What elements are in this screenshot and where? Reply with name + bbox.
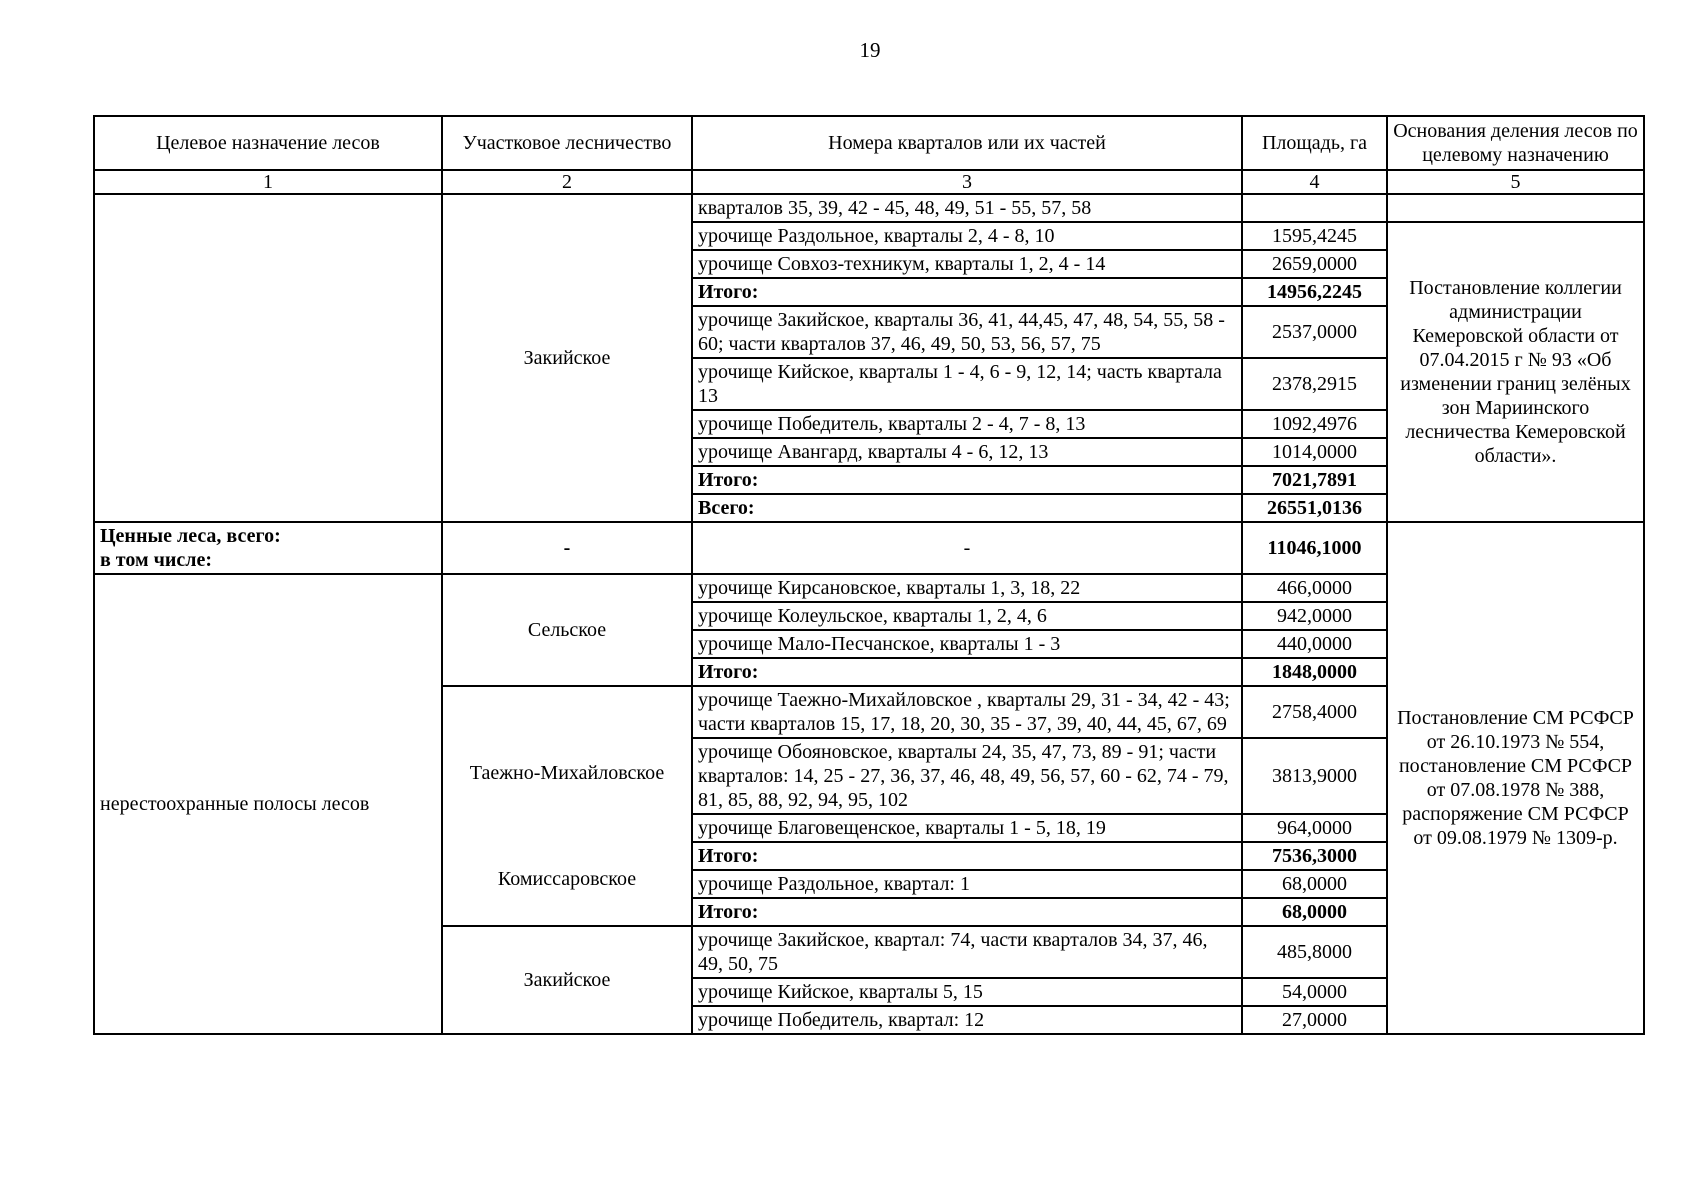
quarters-cell: урочище Колеульское, кварталы 1, 2, 4, 6 (692, 602, 1242, 630)
forestry-cell: Закийское (442, 194, 692, 522)
area-cell: 942,0000 (1242, 602, 1387, 630)
subtotal-label: Итого: (692, 842, 1242, 870)
header-purpose: Целевое назначение лесов (94, 116, 442, 170)
area-cell: 68,0000 (1242, 870, 1387, 898)
basis-cell: Постановление коллегии администрации Кемеровской области от 07.04.2015 г № 93 «Об изменении границ зелёных зон Мариинского лесничества Кемеровской области». (1387, 222, 1644, 522)
quarters-cell: урочище Кирсановское, кварталы 1, 3, 18, 22 (692, 574, 1242, 602)
quarters-cell: урочище Благовещенское, кварталы 1 - 5, 18, 19 (692, 814, 1242, 842)
page-number: 19 (859, 38, 881, 62)
subtotal-area: 7536,3000 (1242, 842, 1387, 870)
forestry-label-taezhno: Таежно-Михайловское (469, 762, 665, 784)
area-cell: 2758,4000 (1242, 686, 1387, 738)
area-cell: 54,0000 (1242, 978, 1387, 1006)
subtotal-label: Итого: (692, 466, 1242, 494)
quarters-cell: урочище Закийское, квартал: 74, части кварталов 34, 37, 46, 49, 50, 75 (692, 926, 1242, 978)
quarters-cell: урочище Мало-Песчанское, кварталы 1 - 3 (692, 630, 1242, 658)
header-row (94, 116, 1644, 170)
valuable-area: 11046,1000 (1242, 522, 1387, 574)
quarters-cell: урочище Победитель, квартал: 12 (692, 1006, 1242, 1034)
forestry-label-komissarovskoe: Комиссаровское (497, 868, 637, 890)
valuable-quarters: - (692, 522, 1242, 574)
area-cell: 2537,0000 (1242, 306, 1387, 358)
quarters-cell: урочище Закийское, кварталы 36, 41, 44,45, 47, 48, 54, 55, 58 - 60; части кварталов 37, 46, 49, 50, 53, 56, 57, 75 (692, 306, 1242, 358)
purpose-cell-empty (94, 194, 442, 522)
area-cell: 1092,4976 (1242, 410, 1387, 438)
table-row (94, 194, 1644, 222)
area-cell: 27,0000 (1242, 1006, 1387, 1034)
column-number: 1 (94, 170, 442, 194)
quarters-cell: урочище Совхоз-техникум, кварталы 1, 2, 4 - 14 (692, 250, 1242, 278)
area-cell (1242, 194, 1387, 222)
quarters-cell: урочище Победитель, кварталы 2 - 4, 7 - 8, 13 (692, 410, 1242, 438)
header-forestry: Участковое лесничество (442, 116, 692, 170)
quarters-cell: урочище Кийское, кварталы 5, 15 (692, 978, 1242, 1006)
quarters-cell: кварталов 35, 39, 42 - 45, 48, 49, 51 - 55, 57, 58 (692, 194, 1242, 222)
subtotal-label: Итого: (692, 658, 1242, 686)
column-number: 3 (692, 170, 1242, 194)
header-area: Площадь, га (1242, 116, 1387, 170)
quarters-cell: урочище Кийское, кварталы 1 - 4, 6 - 9, 12, 14; часть квартала 13 (692, 358, 1242, 410)
quarters-cell: урочище Таежно-Михайловское , кварталы 29, 31 - 34, 42 - 43; части кварталов 15, 17, 18, 20, 30, 35 - 37, 39, 40, 44, 45, 67, 69 (692, 686, 1242, 738)
area-cell: 964,0000 (1242, 814, 1387, 842)
area-cell: 3813,9000 (1242, 738, 1387, 814)
header-basis: Основания деления лесов по целевому назначению (1387, 116, 1644, 170)
subtotal-label: Итого: (692, 278, 1242, 306)
forest-purpose-table (93, 115, 1645, 1035)
quarters-cell: урочище Раздольное, кварталы 2, 4 - 8, 10 (692, 222, 1242, 250)
column-number: 2 (442, 170, 692, 194)
quarters-cell: урочище Раздольное, квартал: 1 (692, 870, 1242, 898)
subtotal-area: 14956,2245 (1242, 278, 1387, 306)
basis-cell: Постановление СМ РСФСР от 26.10.1973 № 554, постановление СМ РСФСР от 07.08.1978 № 388, распоряжение СМ РСФСР от 09.08.1979 № 1309-р. (1387, 522, 1644, 1034)
area-cell: 485,8000 (1242, 926, 1387, 978)
area-cell: 440,0000 (1242, 630, 1387, 658)
area-cell: 1595,4245 (1242, 222, 1387, 250)
area-cell: 1014,0000 (1242, 438, 1387, 466)
header-quarters: Номера кварталов или их частей (692, 116, 1242, 170)
forestry-cell (442, 686, 692, 926)
subtotal-label: Итого: (692, 898, 1242, 926)
area-cell: 2659,0000 (1242, 250, 1387, 278)
subtotal-area: 7021,7891 (1242, 466, 1387, 494)
basis-cell-empty (1387, 194, 1644, 222)
subtotal-area: 1848,0000 (1242, 658, 1387, 686)
total-area: 26551,0136 (1242, 494, 1387, 522)
area-cell: 466,0000 (1242, 574, 1387, 602)
valuable-purpose: Ценные леса, всего: в том числе: (94, 522, 442, 574)
purpose-cell: нерестоохранные полосы лесов (94, 574, 442, 1034)
column-number-row (94, 170, 1644, 194)
quarters-cell: урочище Авангард, кварталы 4 - 6, 12, 13 (692, 438, 1242, 466)
column-number: 4 (1242, 170, 1387, 194)
forestry-cell: Закийское (442, 926, 692, 1034)
column-number: 5 (1387, 170, 1644, 194)
quarters-cell: урочище Обояновское, кварталы 24, 35, 47, 73, 89 - 91; части кварталов: 14, 25 - 27, 36, 37, 46, 48, 49, 56, 57, 60 - 62, 74 - 79, 81, 85, 88, 92, 94, 95, 102 (692, 738, 1242, 814)
valuable-forests-row (94, 522, 1644, 574)
subtotal-area: 68,0000 (1242, 898, 1387, 926)
area-cell: 2378,2915 (1242, 358, 1387, 410)
forestry-cell: Сельское (442, 574, 692, 686)
total-label: Всего: (692, 494, 1242, 522)
valuable-forestry: - (442, 522, 692, 574)
